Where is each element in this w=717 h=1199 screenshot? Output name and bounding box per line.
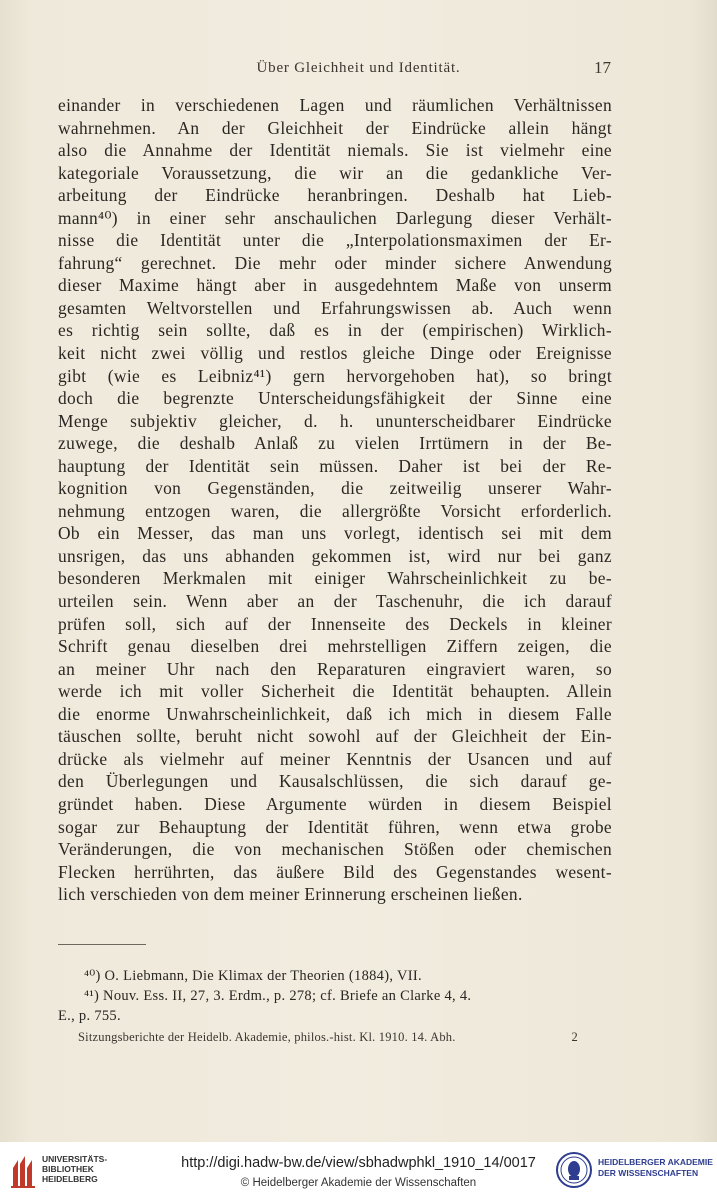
academy-seal-icon [556,1152,592,1188]
text-line: lich verschieden von dem meiner Erinnerung erscheinen ließen. [58,884,523,905]
page-number: 17 [594,58,611,77]
footnote-41: ⁴¹) Nouv. Ess. II, 27, 3. Erdm., p. 278; cf. Briefe an Clarke 4, 4. [84,988,472,1004]
body-text [58,94,612,906]
copyright-notice: © Heidelberger Akademie der Wissenschaften [240,1177,477,1189]
permalink-url[interactable]: http://digi.hadw-bw.de/view/sbhadwphkl_1910_14/0017 [181,1155,536,1171]
text-line: gesamten Weltvorstellen und Erfahrungswissen ab. Auch wenn [58,297,612,318]
text-line: fahrung“ gerechnet. Die mehr oder minder sichere Anwendung [58,252,612,273]
text-line: kognition von Gegenständen, die zeitweilig unserer Wahr- [58,478,612,499]
text-line: hauptung der Identität sein müssen. Daher ist bei der Re- [58,455,612,476]
text-line: werde ich mit voller Sicherheit die Identität behaupten. Allein [58,681,612,702]
text-line: unsrigen, das uns abhanden gekommen ist, wird nur bei ganz [58,545,612,566]
text-line: an meiner Uhr nach den Reparaturen eingraviert waren, so [58,658,612,679]
text-line: die enorme Unwahrscheinlichkeit, daß ich mich in diesem Falle [58,703,612,724]
text-line: mann⁴⁰) in einer sehr anschaulichen Darlegung dieser Verhält- [58,207,612,228]
text-line: gibt (wie es Leibniz⁴¹) gern hervorgehoben hat), so bringt [58,365,612,386]
text-line: kategoriale Voraussetzung, die wir an die gedankliche Ver- [58,162,612,183]
sheet-signature [78,1030,578,1048]
text-line: drücke als vielmehr auf meiner Kenntnis der Usancen und auf [58,748,612,769]
text-line: zuwege, die deshalb Anlaß zu vielen Irrtümern in der Be- [58,433,612,454]
text-line: Schrift genau dieselben drei mehrstelligen Ziffern zeigen, die [58,636,612,657]
text-line: täuschen sollte, beruht nicht sowohl auf der Gleichheit der Ein- [58,726,612,747]
text-line: wahrnehmen. An der Gleichheit der Eindrücke allein hängt [58,117,612,138]
running-head [0,60,717,84]
text-line: nisse die Identität unter die „Interpolationsmaximen der Er- [58,230,612,251]
text-line: nehmung entzogen waren, die allergrößte Vorsicht erforderlich. [58,500,612,521]
text-line: prüfen soll, sich auf der Innenseite des Deckels in kleiner [58,613,612,634]
footnotes [58,966,612,1026]
viewer-footer [0,1142,717,1199]
text-line: es richtig sein sollte, daß es in der (empirischen) Wirklich- [58,320,612,341]
text-line: sogar zur Behauptung der Identität führen, wenn etwa grobe [58,816,612,837]
text-line: Flecken herrührten, das äußere Bild des Gegenstandes wesent- [58,861,612,882]
sheet-number: 2 [571,1030,578,1044]
academy-name: HEIDELBERGER AKADEMIE DER WISSENSCHAFTEN [598,1157,713,1178]
text-line: den Überlegungen und Kausalschlüssen, die sich darauf ge- [58,771,612,792]
text-line: Menge subjektiv gleicher, d. h. ununterscheidbarer Eindrücke [58,410,612,431]
footnote-rule [58,944,146,945]
footnote-41-continuation: E., p. 755. [58,1008,121,1024]
text-line: urteilen sein. Wenn aber an der Taschenuhr, die ich darauf [58,591,612,612]
text-line: Ob ein Messer, das man uns vorlegt, identisch sei mit dem [58,523,612,544]
library-name: UNIVERSITÄTS- BIBLIOTHEK HEIDELBERG [42,1154,108,1184]
text-line: einander in verschiedenen Lagen und räumlichen Verhältnissen [58,95,612,115]
running-title: Über Gleichheit und Identität. [256,60,461,76]
text-line: Veränderungen, die von mechanischen Stößen oder chemischen [58,839,612,860]
signature-text: Sitzungsberichte der Heidelb. Akademie, philos.-hist. Kl. 1910. 14. Abh. [78,1030,456,1044]
text-line: gründet haben. Diese Argumente würden in diesem Beispiel [58,793,612,814]
text-line: dieser Maxime hängt aber in ausgedehntem Maße von unserm [58,275,612,296]
text-line: also die Annahme der Identität niemals. Sie ist vielmehr eine [58,140,612,161]
text-line: keit nicht zwei völlig und restlos gleiche Dinge oder Ereignisse [58,343,612,364]
text-line: doch die begrenzte Unterscheidungsfähigkeit der Sinne eine [58,388,612,409]
footnote-40: ⁴⁰) O. Liebmann, Die Klimax der Theorien (1884), VII. [84,968,422,984]
text-line: besonderen Merkmalen mit einiger Wahrscheinlichkeit zu be- [58,568,612,589]
text-line: arbeitung der Eindrücke heranbringen. Deshalb hat Lieb- [58,185,612,206]
